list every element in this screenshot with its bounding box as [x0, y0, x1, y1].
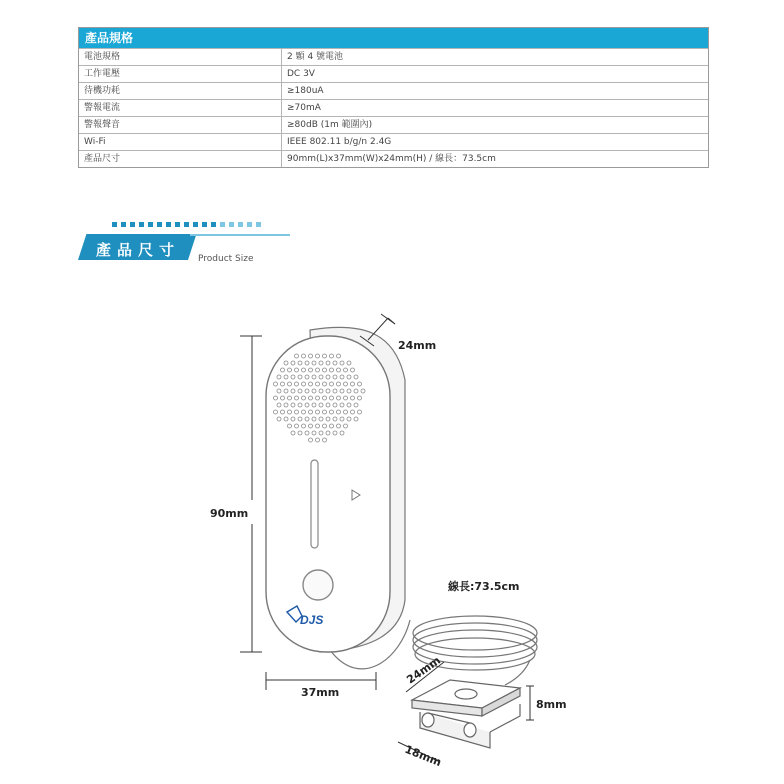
- mounting-clip: [412, 680, 520, 748]
- depth-dimension-label: 24mm: [398, 339, 437, 352]
- spec-table-title: 產品規格: [79, 28, 708, 48]
- spec-key: 工作電壓: [79, 66, 282, 83]
- led-slot: [311, 460, 318, 548]
- spec-value: ≥70mA: [282, 100, 709, 117]
- clip-width-label: 24mm: [404, 653, 444, 687]
- spec-value: DC 3V: [282, 66, 709, 83]
- clip-height-label: 8mm: [536, 698, 567, 711]
- device-body: [266, 327, 405, 652]
- spec-key: 產品尺寸: [79, 151, 282, 168]
- width-dimension-label: 37mm: [301, 686, 340, 699]
- spec-key: 待機功耗: [79, 83, 282, 100]
- spec-key: 警報電流: [79, 100, 282, 117]
- section-title: 產品尺寸: [96, 241, 181, 259]
- cable-length-label: 線長:73.5cm: [448, 580, 520, 593]
- spec-key: 電池規格: [79, 49, 282, 66]
- clip-depth-label: 18mm: [402, 742, 444, 770]
- spec-key: 警報聲音: [79, 117, 282, 134]
- section-subtitle: Product Size: [198, 254, 254, 264]
- spec-key: Wi-Fi: [79, 134, 282, 151]
- device-button: [303, 570, 333, 600]
- spec-value: ≥80dB (1m 範圍內): [282, 117, 709, 134]
- spec-value: ≥180uA: [282, 83, 709, 100]
- spec-value: IEEE 802.11 b/g/n 2.4G: [282, 134, 709, 151]
- spec-value: 90mm(L)x37mm(W)x24mm(H) / 線長：73.5cm: [282, 151, 709, 168]
- height-dimension-label: 90mm: [210, 507, 249, 520]
- brand-name: DJS: [300, 613, 324, 627]
- spec-value: 2 顆 4 號電池: [282, 49, 709, 66]
